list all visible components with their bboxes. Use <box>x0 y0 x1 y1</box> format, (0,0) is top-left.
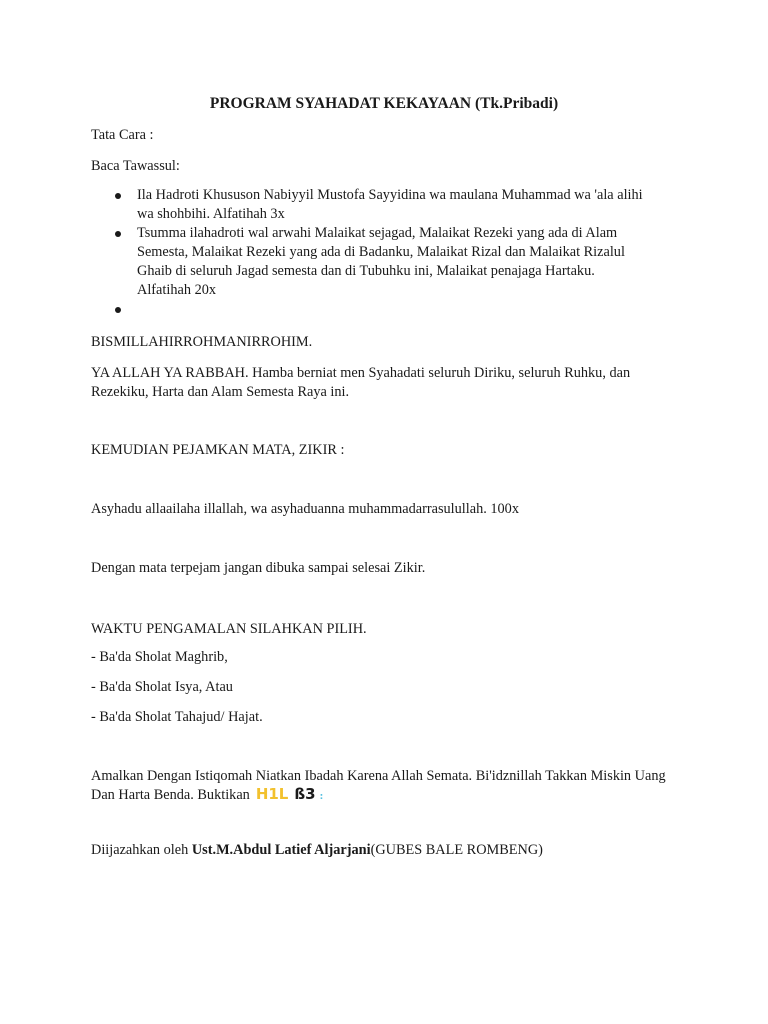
logo-part: : <box>319 792 324 803</box>
list-item <box>91 300 651 319</box>
niat-paragraph: YA ALLAH YA RABBAH. Hamba berniat men Syahadati seluruh Diriku, seluruh Ruhku, dan Rezekiku, Harta dan Alam Semesta Raya ini. <box>91 365 631 400</box>
zikir-text: Asyhadu allaailaha illallah, wa asyhaduanna muhammadarrasulullah. 100x <box>91 501 519 517</box>
closed-eyes-note: Dengan mata terpejam jangan dibuka sampai selesai Zikir. <box>91 560 426 576</box>
time-heading: WAKTU PENGAMALAN SILAHKAN PILIH. <box>91 621 367 637</box>
ijazah-name: Ust.M.Abdul Latief Aljarjani <box>191 842 371 858</box>
tawassul-list <box>91 186 651 319</box>
logo-part: H1L <box>255 785 289 804</box>
amalkan-paragraph <box>91 767 681 805</box>
brand-logo <box>256 787 323 804</box>
document-title: PROGRAM SYAHADAT KEKAYAAN (Tk.Pribadi) <box>209 95 559 112</box>
time-option: - Ba'da Sholat Isya, Atau <box>91 679 233 695</box>
logo-part: ß3 <box>294 785 316 804</box>
tata-cara-label: Tata Cara : <box>91 127 154 143</box>
time-option: - Ba'da Sholat Maghrib, <box>91 649 228 665</box>
list-item: Ila Hadroti Khususon Nabiyyil Mustofa Sayyidina wa maulana Muhammad wa 'ala alihi wa shohbihi. Alfatihah 3x <box>91 186 651 224</box>
time-option: - Ba'da Sholat Tahajud/ Hajat. <box>91 709 263 725</box>
ijazah-line <box>91 841 681 860</box>
ijazah-prefix: Diijazahkan oleh <box>91 842 192 858</box>
list-item: Tsumma ilahadroti wal arwahi Malaikat sejagad, Malaikat Rezeki yang ada di Alam Semesta, Malaikat Rezeki yang ada di Badanku, Malaikat Rizal dan Malaikat Rizalul Ghaib di seluruh Jagad semesta dan di Tubuhku ini, Malaikat penajaga Hartaku. Alfatihah 20x <box>91 224 651 300</box>
ijazah-suffix: (GUBES BALE ROMBENG) <box>370 842 543 858</box>
amalkan-text: Amalkan Dengan Istiqomah Niatkan Ibadah Karena Allah Semata. Bi'idznillah Takkan Miskin Uang Dan Harta Benda. Buktikan <box>91 768 666 803</box>
zikir-heading: KEMUDIAN PEJAMKAN MATA, ZIKIR : <box>91 442 345 458</box>
baca-tawassul-label: Baca Tawassul: <box>91 158 180 174</box>
bismillah-text: BISMILLAHIRROHMANIRROHIM. <box>91 334 313 350</box>
